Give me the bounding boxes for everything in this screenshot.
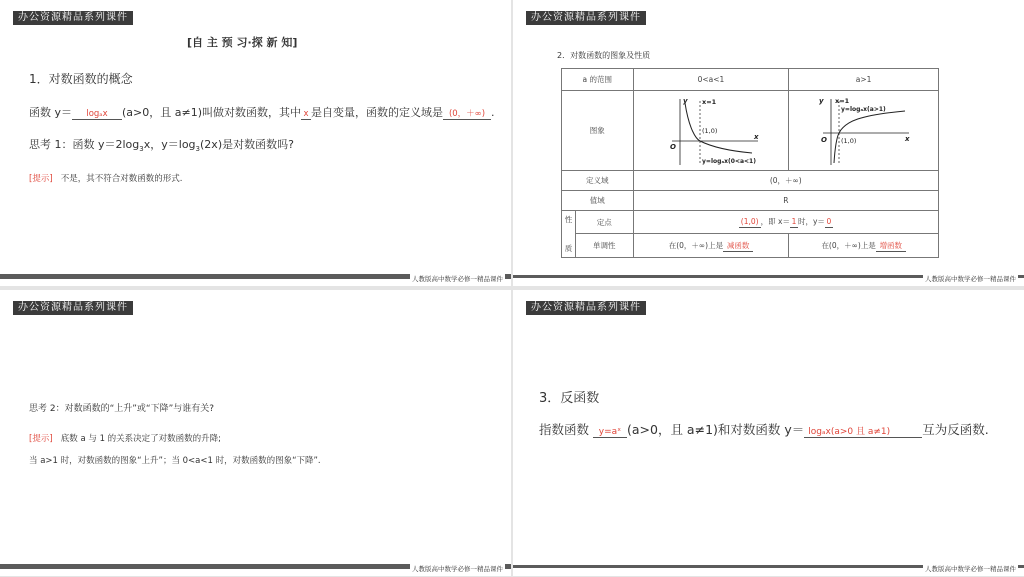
series-badge: 办公资源精品系列课件 bbox=[13, 301, 133, 315]
section-1-title: 1．对数函数的概念 bbox=[29, 72, 133, 86]
fixed-mid: ，即 x＝ bbox=[760, 217, 790, 226]
hint-line1: 底数 a 与 1 的关系决定了对数函数的升降; bbox=[60, 434, 222, 444]
mono-decreasing bbox=[633, 234, 789, 258]
slide-2 bbox=[513, 0, 1024, 286]
series-badge: 办公资源精品系列课件 bbox=[526, 11, 646, 25]
section-3-title: 3．反函数 bbox=[539, 391, 600, 406]
header-col1: 0<a<1 bbox=[633, 69, 789, 91]
blank-decreasing: 减函数 bbox=[723, 241, 753, 252]
domain-value: (0，＋∞) bbox=[633, 171, 938, 191]
slide-4 bbox=[513, 290, 1024, 576]
slide-1 bbox=[0, 0, 511, 286]
x1-label: x=1 bbox=[701, 97, 717, 106]
props-label bbox=[562, 211, 576, 258]
slide-3 bbox=[0, 290, 511, 576]
think1-b: x，y＝log bbox=[143, 138, 196, 151]
row-range-label: 值域 bbox=[562, 191, 634, 211]
hint-label: [提示] bbox=[29, 174, 53, 184]
blank-increasing: 增函数 bbox=[876, 241, 906, 252]
inverse-line bbox=[539, 420, 989, 438]
origin-label: O bbox=[669, 142, 676, 151]
x-label: x bbox=[753, 132, 759, 141]
think1-a: 思考 1：函数 y＝2log bbox=[29, 138, 140, 151]
graph-increasing bbox=[789, 91, 939, 171]
hint-label: [提示] bbox=[29, 434, 53, 444]
blank-exp: y=aˣ bbox=[593, 427, 627, 438]
graph-decreasing-svg bbox=[656, 95, 766, 167]
blank-fixed-point: (1,0) bbox=[739, 217, 761, 228]
blank-log: logₐx(a>0 且 a≠1) bbox=[804, 427, 922, 438]
def-mid1: (a>0，且 a≠1)叫做对数函数，其中 bbox=[122, 106, 302, 119]
series-badge: 办公资源精品系列课件 bbox=[13, 11, 133, 25]
hint-text: 不是，其不符合对数函数的形式. bbox=[60, 174, 183, 184]
blank-x: x bbox=[301, 109, 311, 120]
point-label: (1,0) bbox=[701, 126, 718, 135]
footer-text: 人教版高中数学必修一精品课件 bbox=[925, 275, 1016, 283]
series-badge: 办公资源精品系列课件 bbox=[526, 301, 646, 315]
mono-prefix1: 在(0，＋∞)上是 bbox=[668, 240, 724, 250]
line-pre: 指数函数 bbox=[539, 422, 590, 437]
mono-increasing bbox=[789, 234, 939, 258]
def-pre: 函数 y＝ bbox=[29, 106, 73, 119]
graph-decreasing bbox=[633, 91, 789, 171]
point-label: (1,0) bbox=[840, 136, 857, 145]
hint-2 bbox=[29, 432, 221, 444]
think1-sub2: 3 bbox=[195, 145, 201, 154]
x-label: x bbox=[904, 134, 910, 143]
line-end: 互为反函数. bbox=[922, 422, 989, 437]
row-fixed-label: 定点 bbox=[575, 211, 633, 234]
blank-fixed-x: 1 bbox=[791, 217, 797, 226]
def-end: . bbox=[491, 106, 495, 119]
think-2: 思考 2：对数函数的“上升”或“下降”与谁有关? bbox=[29, 404, 215, 414]
origin-label: O bbox=[820, 135, 827, 144]
line-mid: (a>0，且 a≠1)和对数函数 y＝ bbox=[627, 422, 805, 437]
graph-increasing-svg bbox=[809, 95, 919, 167]
range-value: R bbox=[633, 191, 938, 211]
row-mono-label: 单调性 bbox=[575, 234, 633, 258]
think1-c: (2x)是对数函数吗? bbox=[200, 138, 294, 151]
footer-text: 人教版高中数学必修一精品课件 bbox=[412, 275, 503, 283]
preview-heading: [自 主 预 习·探 新 知] bbox=[187, 36, 298, 49]
think-1 bbox=[29, 136, 294, 153]
table-title: 2．对数函数的图象及性质 bbox=[557, 51, 651, 60]
def-mid2: 是自变量，函数的定义域是 bbox=[311, 106, 444, 119]
footer-text: 人教版高中数学必修一精品课件 bbox=[412, 565, 503, 573]
hint-1 bbox=[29, 172, 182, 184]
blank-fixed-y: 0 bbox=[826, 217, 832, 226]
header-label: a 的范围 bbox=[562, 69, 634, 91]
row-domain-label: 定义域 bbox=[562, 171, 634, 191]
curve-eq: y=logₐx(0<a<1) bbox=[701, 157, 756, 165]
header-col2: a>1 bbox=[789, 69, 939, 91]
props-label-1: 性 bbox=[564, 215, 573, 224]
properties-table bbox=[561, 68, 939, 258]
x1-label: x=1 bbox=[834, 96, 849, 105]
fixed-point-value bbox=[633, 211, 938, 234]
hint-line2: 当 a>1 时，对数函数的图象“上升”；当 0<a<1 时，对数函数的图象“下降”. bbox=[29, 456, 321, 466]
y-label: y bbox=[818, 96, 824, 105]
blank-logax: logₐx bbox=[72, 109, 122, 120]
log-curve-decreasing bbox=[685, 103, 752, 153]
definition-line bbox=[29, 104, 495, 120]
fixed-mid2: 时，y＝ bbox=[797, 217, 825, 226]
mono-prefix2: 在(0，＋∞)上是 bbox=[821, 240, 876, 250]
props-label-2: 质 bbox=[564, 244, 573, 253]
footer-text: 人教版高中数学必修一精品课件 bbox=[925, 565, 1016, 573]
think1-sub1: 3 bbox=[139, 145, 144, 154]
row-graph-label: 图象 bbox=[562, 91, 634, 171]
y-label: y bbox=[682, 96, 688, 105]
blank-domain: (0，＋∞) bbox=[443, 109, 491, 120]
curve-eq: y=logₐx(a>1) bbox=[840, 105, 886, 113]
